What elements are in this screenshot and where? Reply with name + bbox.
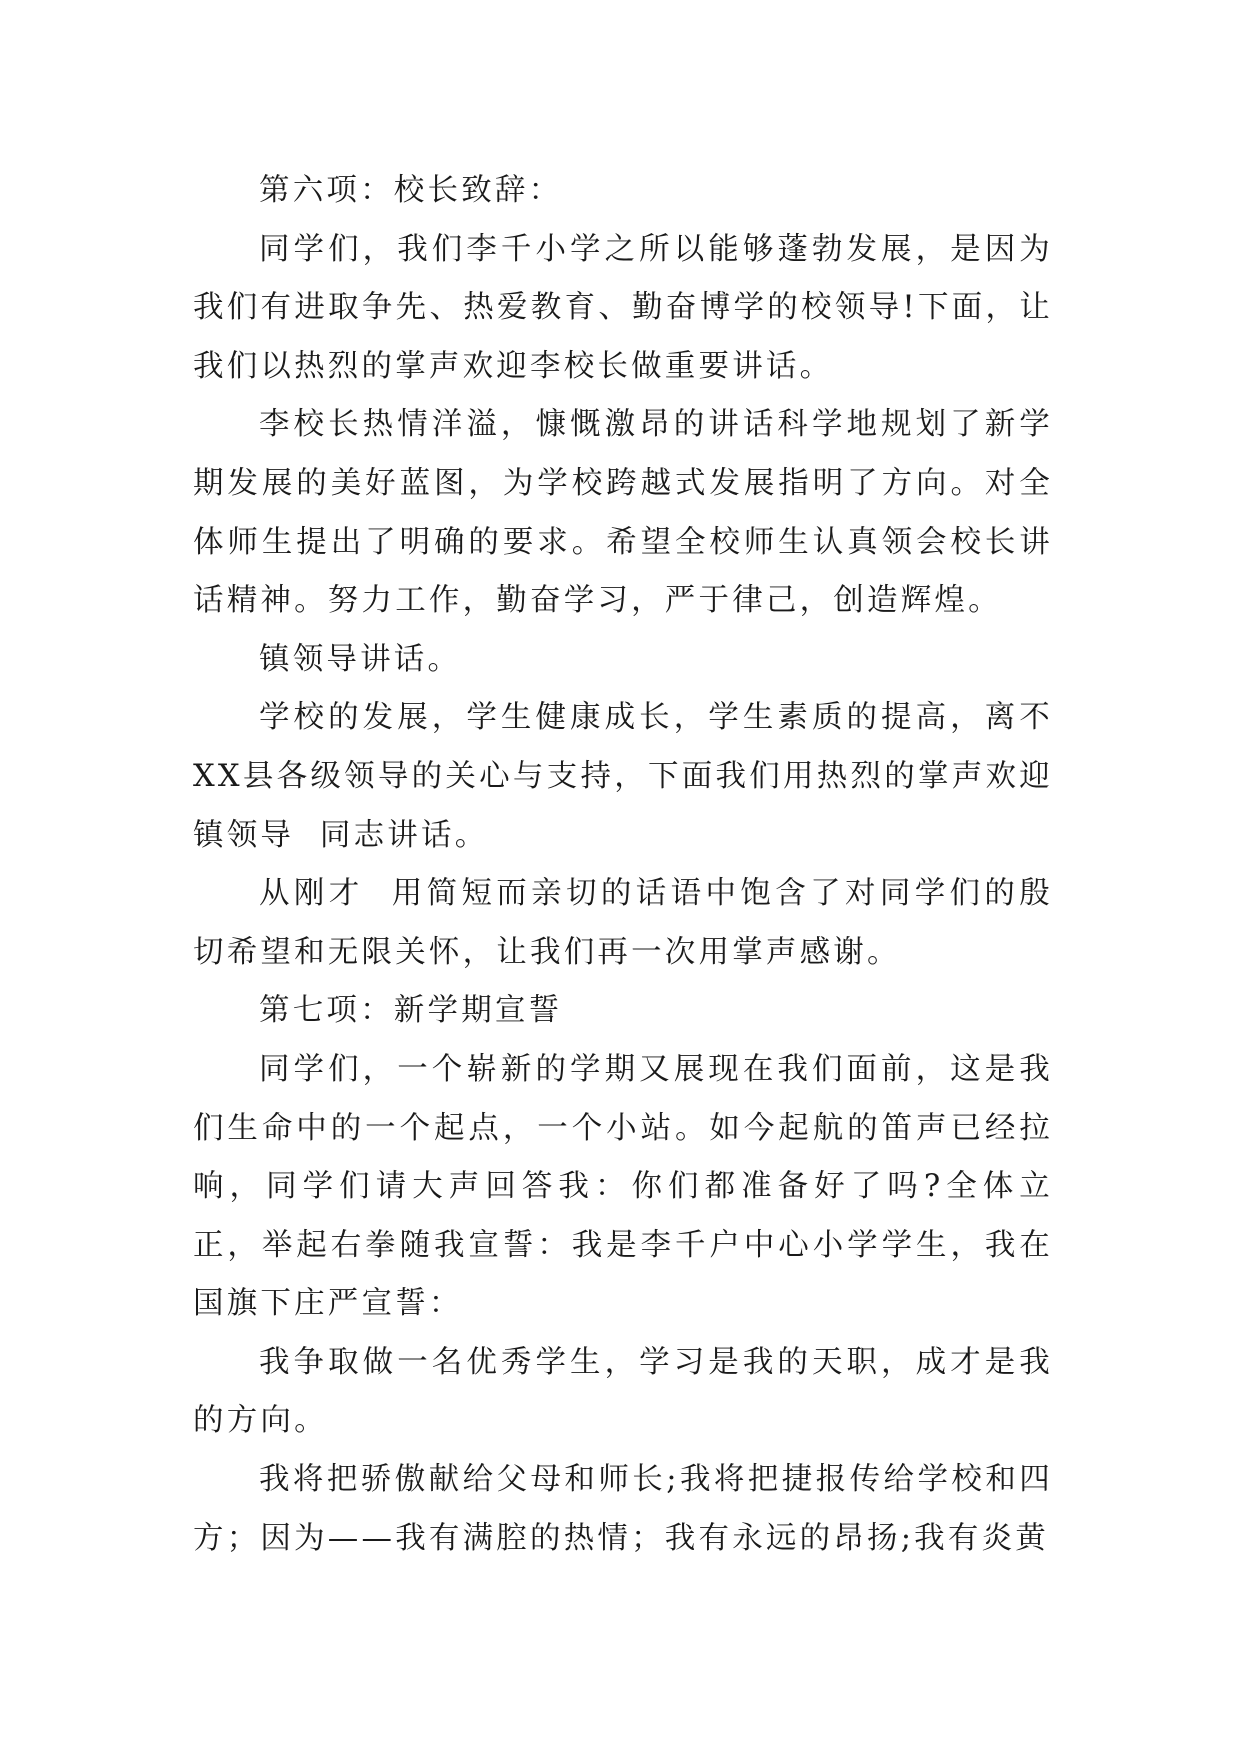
paragraph: 李校长热情洋溢，慷慨激昂的讲话科学地规划了新学期发展的美好蓝图，为学校跨越式发展指明了方向。对全体师生提出了明确的要求。希望全校师生认真领会校长讲话精神。努力工作，勤奋学习，严于律己，创造辉煌。 [193,407,1053,619]
paragraph-heading-item-six: 第六项：校长致辞： [259,173,563,208]
paragraph-heading-item-seven: 第七项：新学期宣誓 [259,993,563,1029]
paragraph: 同学们，我们李千小学之所以能够蓬勃发展，是因为我们有进取争先、热爱教育、勤奋博学的校领导!下面，让我们以热烈的掌声欢迎李校长做重要讲话。 [193,231,1053,384]
paragraph: 我争取做一名优秀学生，学习是我的天职，成才是我的方向。 [193,1344,1053,1439]
paragraph: 同学们，一个崭新的学期又展现在我们面前，这是我们生命中的一个起点，一个小站。如今起航的笛声已经拉响，同学们请大声回答我：你们都准备好了吗?全体立正，举起右拳随我宣誓：我是李千户中心小学学生，我在国旗下庄严宣誓： [193,1051,1053,1322]
paragraph: 从刚才 用简短而亲切的话语中饱含了对同学们的殷切希望和无限关怀，让我们再一次用掌声感谢。 [193,876,1053,970]
paragraph: 学校的发展，学生健康成长，学生素质的提高，离不XX县各级领导的关心与支持，下面我们用热烈的掌声欢迎镇领导 同志讲话。 [193,700,1053,853]
document-body [193,162,1053,1568]
paragraph: 我将把骄傲献给父母和师长;我将把捷报传给学校和四方；因为——我有满腔的热情；我有永远的昂扬;我有炎黄 [193,1462,1053,1556]
paragraph-heading-town-leader: 镇领导讲话。 [259,641,462,677]
